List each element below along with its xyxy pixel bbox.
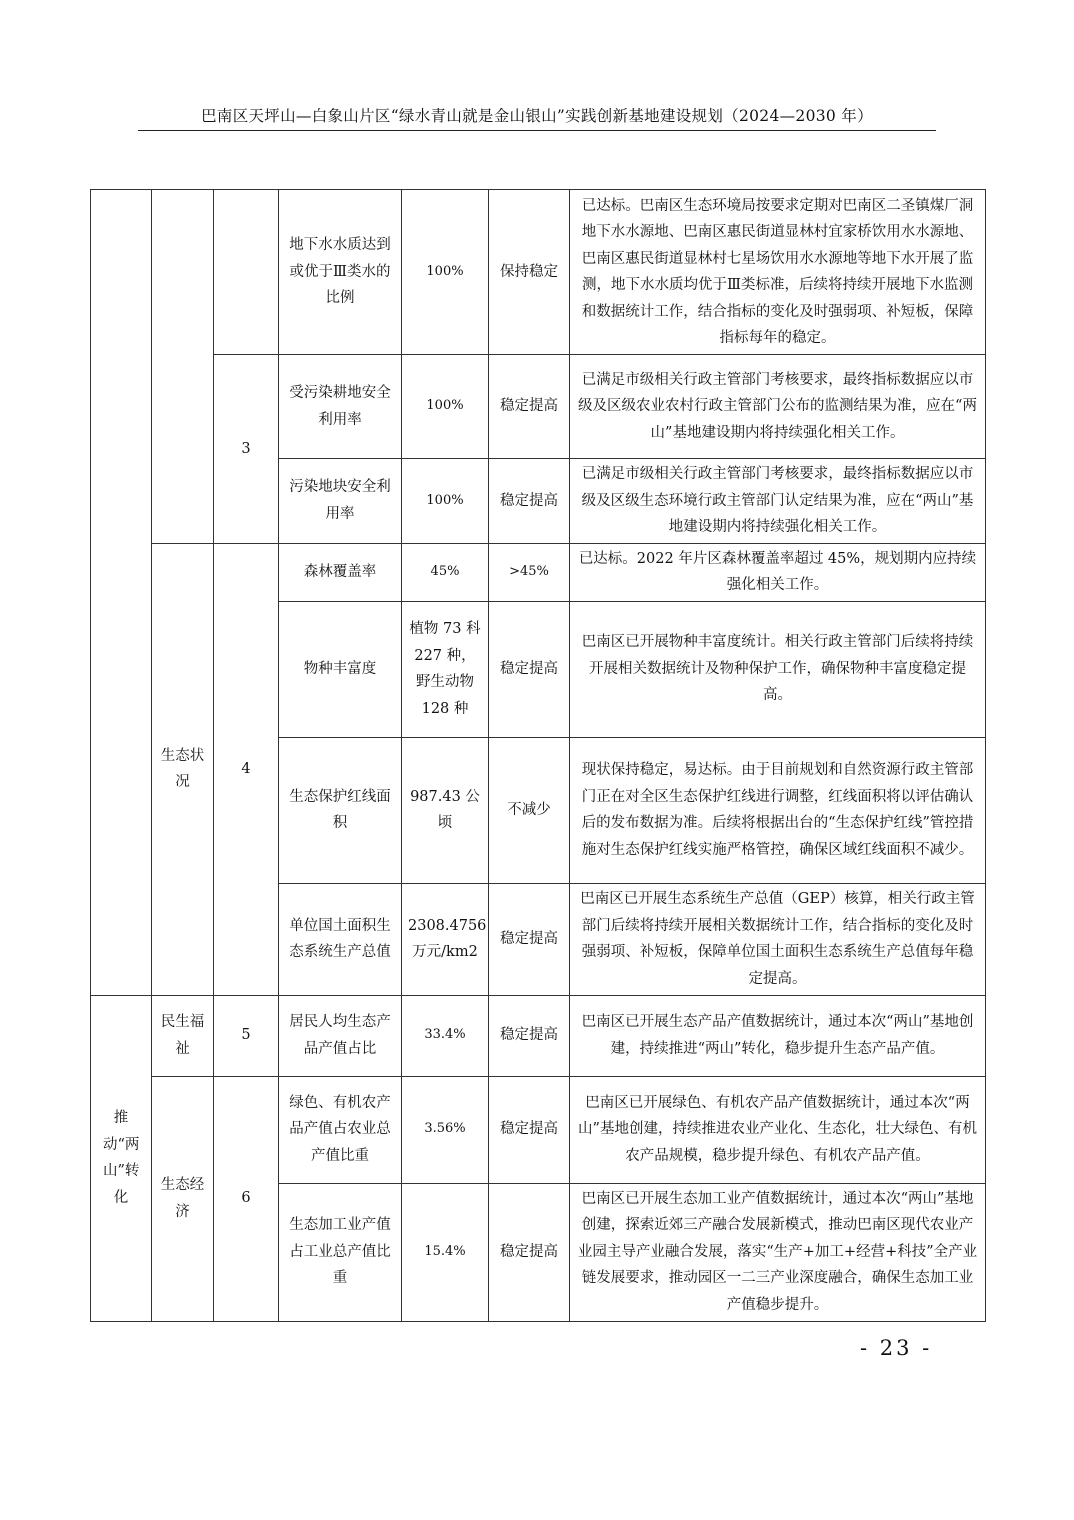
indicator-cell: 生态保护红线面积 [279,737,402,883]
note-cell: 巴南区已开展绿色、有机农产品产值数据统计，通过本次“两山”基地创建，持续推进农业产业化、生态化，壮大绿色、有机农产品规模，稳步提升绿色、有机农产品产值。 [570,1076,986,1183]
category-cell-empty [152,190,214,544]
table-row [91,355,986,459]
category-cell: 生态经济 [152,1076,214,1321]
target-cell: 保持稳定 [489,190,570,355]
page-number: - 23 - [860,1336,933,1360]
indicator-cell: 绿色、有机农产品产值占农业总产值比重 [279,1076,402,1183]
current-value-cell: 987.43 公顷 [402,737,489,883]
current-value-cell: 100% [402,459,489,544]
note-cell: 已达标。2022 年片区森林覆盖率超过 45%，规划期内应持续强化相关工作。 [570,543,986,601]
target-cell: 稳定提高 [489,601,570,737]
current-value-cell: 3.56% [402,1076,489,1183]
index-cell: 3 [214,355,279,544]
note-cell: 巴南区已开展生态加工业产值数据统计，通过本次“两山”基地创建，探索近郊三产融合发展新模式，推动巴南区现代农业产业园主导产业融合发展，落实“生产+加工+经营+科技”全产业链发展要求，推动园区一二三产业深度融合，确保生态加工业产值稳步提升。 [570,1183,986,1321]
goal-cell-empty [91,190,152,996]
target-cell: >45% [489,543,570,601]
current-value-cell: 植物 73 科 227 种，野生动物 128 种 [402,601,489,737]
note-cell: 巴南区已开展生态系统生产总值（GEP）核算，相关行政主管部门后续将持续开展相关数据统计工作，结合指标的变化及时强弱项、补短板，保障单位国土面积生态系统生产总值每年稳定提高。 [570,883,986,995]
index-cell [214,190,279,355]
target-cell: 稳定提高 [489,355,570,459]
goal-cell: 推动“两山”转化 [91,995,152,1321]
note-cell: 已达标。巴南区生态环境局按要求定期对巴南区二圣镇煤厂洞地下水水源地、巴南区惠民街道显林村宜家桥饮用水水源地、巴南区惠民街道显林村七星场饮用水水源地等地下水开展了监测，地下水水质均优于Ⅲ类标准，后续将持续开展地下水监测和数据统计工作，结合指标的变化及时强弱项、补短板，保障指标每年的稳定。 [570,190,986,355]
current-value-cell: 100% [402,355,489,459]
target-cell: 稳定提高 [489,995,570,1076]
target-cell: 稳定提高 [489,1183,570,1321]
index-cell: 6 [214,1076,279,1321]
current-value-cell: 2308.4756 万元/km2 [402,883,489,995]
table-row [91,190,986,355]
table-row [91,1076,986,1183]
indicator-cell: 森林覆盖率 [279,543,402,601]
category-cell: 民生福祉 [152,995,214,1076]
indicator-table [90,189,986,1322]
current-value-cell: 15.4% [402,1183,489,1321]
table-row [91,543,986,601]
indicator-cell: 物种丰富度 [279,601,402,737]
target-cell: 稳定提高 [489,883,570,995]
note-cell: 巴南区已开展物种丰富度统计。相关行政主管部门后续将持续开展相关数据统计及物种保护工作，确保物种丰富度稳定提高。 [570,601,986,737]
note-cell: 已满足市级相关行政主管部门考核要求，最终指标数据应以市级及区级生态环境行政主管部门认定结果为准，应在“两山”基地建设期内将持续强化相关工作。 [570,459,986,544]
current-value-cell: 33.4% [402,995,489,1076]
target-cell: 不减少 [489,737,570,883]
current-value-cell: 45% [402,543,489,601]
header-rule [138,130,936,131]
note-cell: 巴南区已开展生态产品产值数据统计，通过本次“两山”基地创建，持续推进“两山”转化，稳步提升生态产品产值。 [570,995,986,1076]
indicator-cell: 污染地块安全利用率 [279,459,402,544]
category-cell: 生态状况 [152,543,214,995]
note-cell: 现状保持稳定，易达标。由于目前规划和自然资源行政主管部门正在对全区生态保护红线进行调整，红线面积将以评估确认后的发布数据为准。后续将根据出台的“生态保护红线”管控措施对生态保护红线实施严格管控，确保区域红线面积不减少。 [570,737,986,883]
indicator-cell: 生态加工业产值占工业总产值比重 [279,1183,402,1321]
index-cell: 4 [214,543,279,995]
target-cell: 稳定提高 [489,1076,570,1183]
target-cell: 稳定提高 [489,459,570,544]
index-cell: 5 [214,995,279,1076]
indicator-cell: 单位国土面积生态系统生产总值 [279,883,402,995]
table-row [91,995,986,1076]
indicator-cell: 居民人均生态产品产值占比 [279,995,402,1076]
page-header-title: 巴南区天坪山—白象山片区“绿水青山就是金山银山”实践创新基地建设规划（2024—2030 年） [201,107,873,125]
indicator-cell: 受污染耕地安全利用率 [279,355,402,459]
indicator-cell: 地下水水质达到或优于Ⅲ类水的比例 [279,190,402,355]
current-value-cell: 100% [402,190,489,355]
note-cell: 已满足市级相关行政主管部门考核要求，最终指标数据应以市级及区级农业农村行政主管部门公布的监测结果为准，应在“两山”基地建设期内将持续强化相关工作。 [570,355,986,459]
